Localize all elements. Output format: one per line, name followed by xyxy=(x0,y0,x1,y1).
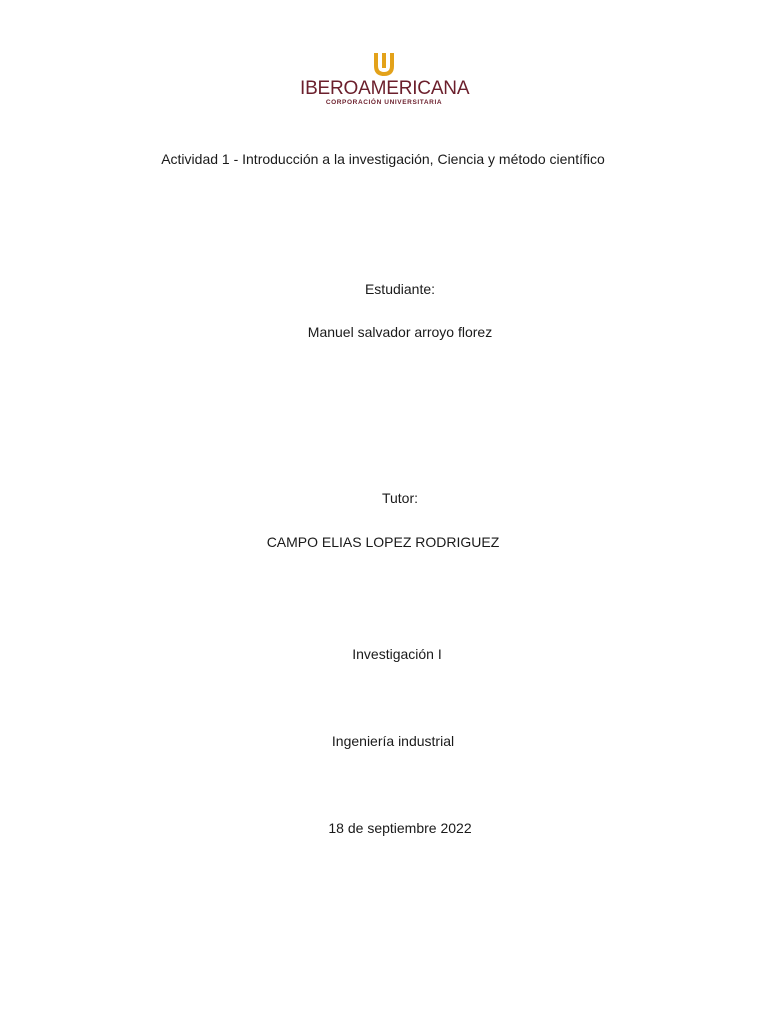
course-name: Investigación I xyxy=(352,646,442,662)
logo-wordmark: IBEROAMERICANA xyxy=(300,78,470,99)
tutor-name: CAMPO ELIAS LOPEZ RODRIGUEZ xyxy=(266,534,500,550)
student-label: Estudiante: xyxy=(364,281,436,297)
institution-logo xyxy=(300,52,468,108)
document-title: Actividad 1 - Introducción a la investigación, Ciencia y método científico xyxy=(161,151,605,167)
tutor-label: Tutor: xyxy=(381,490,419,506)
iberoamericana-u-icon xyxy=(372,52,396,78)
student-name: Manuel salvador arroyo florez xyxy=(307,324,493,340)
program-name: Ingeniería industrial xyxy=(331,733,455,749)
logo-subtitle: CORPORACIÓN UNIVERSITARIA xyxy=(325,99,443,106)
document-date: 18 de septiembre 2022 xyxy=(328,820,472,836)
